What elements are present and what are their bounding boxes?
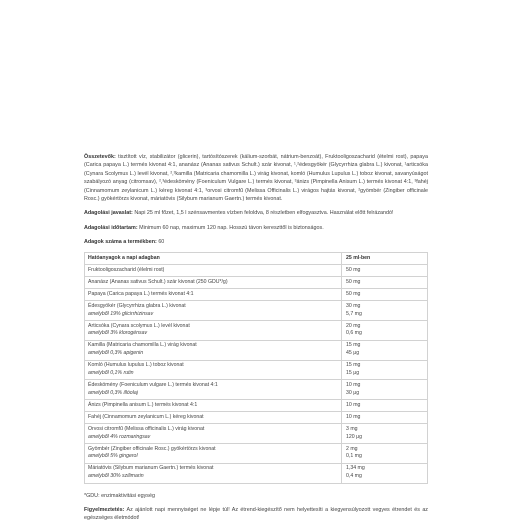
ingredient-name: Gyömbér (Zingiber officinale Rosc.) gyökértörzs kivonat — [88, 445, 216, 452]
ingredient-name: Articsóka (Cynara scolymus L.) levél kivonat — [88, 322, 190, 329]
ingredient-name: Máriatövis (Silybum marianum Gaertn.) termés kivonat — [88, 465, 214, 472]
dosage-label: Adagolási javaslat: — [84, 210, 133, 217]
ingredient-name: Fruktooligoszacharid (élelmi rost) — [88, 266, 165, 273]
ingredients-label: Összetevők: — [84, 154, 116, 160]
amount-value: 15 mg — [346, 342, 361, 349]
warning-label: Figyelmeztetés: — [84, 506, 125, 513]
amount-cell — [342, 321, 428, 341]
ingredient-cell — [85, 265, 342, 277]
ingredient-cell — [85, 277, 342, 289]
ingredients-text: tisztított víz, stabilizátor (glicerin), tartósítószerek (kálium-szorbát, nátrium-benzoát), Fruktooligoszacharid (ételmi rost), papaya (Carica papaya L.) termés kivonat 4:1, ananász (Ananas sativus Schult.) szár kivonat, ¹,²édesgyökér (Glycyrrhiza glabra L.) kivonat, ¹articsóka (Cynara Scolymus L.) levél kivonat, ²,³kamilla (Matricaria chamomilla L.) virág kivonat, komló (Humulus Lupulus L.) toboz kivonat, savanyúságot szabályozó anyag (citromsav), ²,³édeskömény (Foeniculum Vulgare L.) termés kivonat, ³ánizs (Pimpinella Anisum L.) termés kivonat 4:1, ³fahéj (Cinnamomum zeylanicum L.) kéreg kivonat 4:1, ³orvosi citromfű (Melissa Officinalis L.) virágos hajtás kivonat, ²gyömbér (Zingiber officinale Rosc.) gyökértörzs kivonat, máriatövis (Silybum marianum Gaertn.) termés kivonat. — [84, 154, 429, 202]
amount-subvalue: 120 μg — [346, 433, 362, 440]
amount-value: 50 mg — [346, 278, 361, 285]
amount-cell — [342, 424, 428, 444]
ingredient-subline: amelyből 5% gingerol — [88, 453, 138, 460]
duration-text: Minimum 60 nap, maximum 120 nap. Hosszú távon kereszttől is biztonságos. — [139, 224, 324, 231]
amount-subvalue: 0,6 mg — [346, 330, 362, 337]
table-row — [85, 424, 428, 444]
table-row — [85, 400, 428, 412]
amount-value: 1,34 mg — [346, 465, 365, 472]
amount-cell — [342, 380, 428, 400]
amount-cell — [342, 412, 428, 424]
amount-cell — [342, 443, 428, 463]
dosage-paragraph — [84, 209, 428, 217]
amount-value: 10 mg — [346, 401, 361, 408]
ingredient-cell — [85, 412, 342, 424]
ingredients-paragraph — [84, 153, 428, 203]
table-row — [85, 289, 428, 301]
ingredient-name: Kamilla (Matricaria chamomilla L.) virág kivonat — [88, 342, 197, 349]
warning-paragraph — [84, 506, 428, 523]
ingredient-cell — [85, 321, 342, 341]
header-active-ingredients: Hatóanyagok a napi adagban — [85, 253, 342, 265]
header-amount: 25 ml-ben — [342, 253, 428, 265]
table-row — [85, 340, 428, 360]
table-row — [85, 412, 428, 424]
table-header-row — [85, 253, 428, 265]
duration-label: Adagolási időtartam: — [84, 224, 138, 231]
amount-cell — [342, 400, 428, 412]
table-row — [85, 277, 428, 289]
amount-subvalue: 45 μg — [346, 350, 360, 357]
footnote-text: *GDU: enzimaktivitási egység — [84, 492, 156, 499]
servings-value: 60 — [158, 239, 165, 245]
table-row — [85, 321, 428, 341]
footnote — [84, 492, 428, 500]
ingredient-cell — [85, 443, 342, 463]
table-row — [85, 360, 428, 380]
ingredient-cell — [85, 463, 342, 483]
table-row — [85, 380, 428, 400]
ingredient-cell — [85, 424, 342, 444]
servings-paragraph — [84, 238, 428, 246]
amount-value: 10 mg — [346, 382, 361, 389]
table-row — [85, 463, 428, 483]
amount-subvalue: 15 μg — [346, 370, 360, 377]
amount-cell — [342, 301, 428, 321]
ingredient-subline: amelyből 0,1% rutin — [88, 370, 134, 377]
duration-paragraph — [84, 224, 428, 232]
amount-value: 15 mg — [346, 362, 361, 369]
ingredient-name: Édeskömény (Foeniculum vulgare L.) termés kivonat 4:1 — [88, 382, 218, 389]
amount-cell — [342, 463, 428, 483]
ingredient-name: Ánizs (Pimpinella anisum L.) termés kivonat 4:1 — [88, 401, 198, 408]
ingredient-subline: amelyből 0,3% apigenin — [88, 350, 144, 357]
ingredient-cell — [85, 400, 342, 412]
ingredient-subline: amelyből 4% rozmaringsav — [88, 433, 151, 440]
ingredient-name: Komló (Humulus lupulus L.) toboz kivonat — [88, 362, 184, 369]
ingredient-subline: amelyből 30% szilimarin — [88, 473, 144, 480]
amount-value: 30 mg — [346, 302, 361, 309]
amount-value: 20 mg — [346, 322, 361, 329]
ingredient-name: Orvosi citromfű (Melissa officinalis L.) virág kivonat — [88, 425, 205, 432]
nutrition-table — [84, 252, 428, 483]
amount-subvalue: 30 μg — [346, 389, 360, 396]
ingredient-name: Ananász (Ananas sativus Schult.) szár kivonat (250 GDU*/g) — [88, 278, 228, 285]
amount-subvalue: 5,7 mg — [346, 310, 362, 317]
ingredient-cell — [85, 340, 342, 360]
amount-subvalue: 0,4 mg — [346, 473, 362, 480]
ingredient-cell — [85, 380, 342, 400]
ingredient-name: Fahéj (Cinnamomum zeylanicum L.) kéreg kivonat — [88, 413, 204, 420]
amount-subvalue: 0,1 mg — [346, 453, 362, 460]
amount-value: 50 mg — [346, 266, 361, 273]
table-row — [85, 301, 428, 321]
amount-cell — [342, 277, 428, 289]
amount-cell — [342, 340, 428, 360]
dosage-text: Napi 25 ml főzet, 1,5 l szénsavmentes vízben feloldva, 8 részletben elfogyasztva. Használat előtt felrázandó! — [134, 210, 394, 217]
amount-value: 10 mg — [346, 413, 361, 420]
ingredient-subline: amelyből 19% glicirrhizinsav — [88, 310, 154, 317]
amount-cell — [342, 289, 428, 301]
ingredient-cell — [85, 289, 342, 301]
ingredient-cell — [85, 360, 342, 380]
product-info — [84, 153, 428, 529]
amount-value: 3 mg — [346, 425, 358, 432]
amount-cell — [342, 360, 428, 380]
servings-label: Adagok száma a termékben: — [84, 239, 157, 245]
ingredient-subline: amelyből 3% klorogénsav — [88, 330, 148, 337]
warning-text: Az ajánlott napi mennyiséget ne lépje túl! Az étrend-kiegészítő nem helyettesíti a kiegyensúlyozott vegyes étrendet és az egészséges életmódot! — [84, 506, 429, 522]
ingredient-name: Papaya (Carica papaya L.) termés kivonat 4:1 — [88, 290, 194, 297]
amount-value: 50 mg — [346, 290, 361, 297]
ingredient-cell — [85, 301, 342, 321]
amount-value: 2 mg — [346, 445, 358, 452]
amount-cell — [342, 265, 428, 277]
ingredient-subline: amelyből 0,3% illóolaj — [88, 389, 138, 396]
ingredient-name: Édesgyökér (Glycyrrhiza glabra L.) kivonat — [88, 302, 186, 309]
table-row — [85, 443, 428, 463]
table-row — [85, 265, 428, 277]
